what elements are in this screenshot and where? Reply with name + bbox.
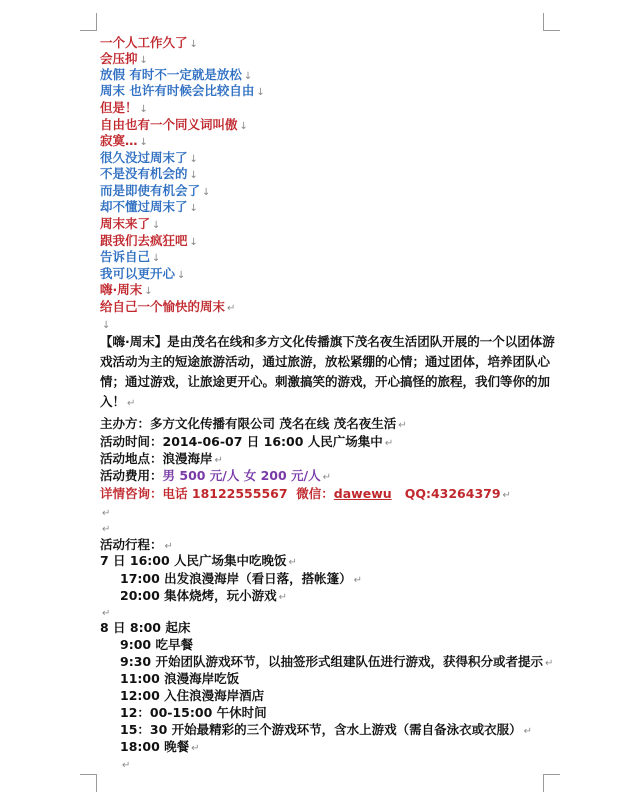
poem-line: 给自己一个愉快的周末 ↵ — [100, 299, 236, 314]
empty-line: ↵ — [102, 508, 111, 519]
poem-line: 自由也有一个同义词叫傲 ↓ — [100, 117, 248, 132]
crop-mark-bottom-right-h — [543, 774, 560, 775]
poem-line: 告诉自己 ↓ — [100, 249, 161, 264]
time-line: 活动时间：2014-06-07 日 16:00 人民广场集中 ↵ — [100, 434, 394, 449]
empty-line: ↵ — [102, 524, 111, 535]
poem-line: 很久没过周末了 ↓ — [100, 150, 198, 165]
empty-line: ↵ — [122, 760, 131, 771]
poem-line: 一个人工作久了 ↓ — [100, 35, 198, 50]
crop-mark-bottom-left-v — [96, 774, 97, 792]
poem-line: 周末来了 ↓ — [100, 216, 161, 231]
poem-line: 我可以更开心 ↓ — [100, 266, 186, 281]
poem-line: 不是没有机会的 ↓ — [100, 166, 198, 181]
schedule-item: 18:00 晚餐 ↵ — [120, 739, 200, 754]
crop-mark-top-left-h — [80, 30, 97, 31]
intro-paragraph: 【嗨·周末】是由茂名在线和多方文化传播旗下茂名夜生活团队开展的一个以团体游戏活动为主的短途旅游活动，通过旅游，放松紧绷的心情；通过团体，培养团队心情；通过游戏，让旅途更开心。刺激搞笑的游戏，开心搞怪的旅程，我们等你的加入！ ↵ — [100, 334, 555, 409]
schedule-item: 11:00 浪漫海岸吃饭 — [120, 671, 240, 686]
schedule-item: 8 日 8:00 起床 — [100, 620, 191, 635]
poem-line: 嗨·周末 ↓ — [100, 282, 153, 297]
wechat-link[interactable]: dawewu — [333, 486, 392, 501]
fee-value: 男 500 元/人 女 200 元/人 — [162, 468, 321, 483]
poem-line: 放假 有时不一定就是放松 ↓ — [100, 67, 253, 82]
crop-mark-top-right-h — [543, 30, 560, 31]
organizer-line: 主办方：多方文化传播有限公司 茂名在线 茂名夜生活 ↵ — [100, 416, 407, 431]
schedule-item: 20:00 集体烧烤，玩小游戏 ↵ — [120, 588, 288, 603]
place-line: 活动地点：浪漫海岸 ↵ — [100, 451, 223, 466]
schedule-item: 17:00 出发浪漫海岸（看日落，搭帐篷） ↵ — [120, 571, 363, 586]
schedule-item: 9:00 吃早餐 — [120, 637, 193, 652]
crop-mark-bottom-right-v — [543, 774, 544, 792]
crop-mark-top-right-v — [543, 13, 544, 31]
schedule-item: 9:30 开始团队游戏环节，以抽签形式组建队伍进行游戏，获得积分或者提示 ↵ — [120, 654, 554, 669]
empty-line: ↓ — [102, 320, 111, 331]
poem-line: 寂寞… ↓ — [100, 133, 148, 148]
contact-line: 详情咨询：电话 18122555567 微信：dawewu QQ:43264379 ↵ — [100, 486, 511, 501]
crop-mark-bottom-left-h — [80, 774, 97, 775]
schedule-item: 12：00-15:00 午休时间 — [120, 705, 267, 720]
schedule-item: 12:00 入住浪漫海岸酒店 — [120, 688, 265, 703]
crop-mark-top-left-v — [96, 13, 97, 31]
poem-line: 会压抑 ↓ — [100, 51, 148, 66]
poem-line: 但是！ ↓ — [100, 100, 148, 115]
poem-line: 跟我们去疯狂吧 ↓ — [100, 233, 198, 248]
schedule-item: 7 日 16:00 人民广场集中吃晚饭 ↵ — [100, 553, 297, 568]
poem-line: 却不懂过周末了 ↓ — [100, 199, 198, 214]
schedule-item: 15：30 开始最精彩的三个游戏环节，含水上游戏（需自备泳衣或衣服） ↵ — [120, 722, 533, 737]
fee-line: 活动费用：男 500 元/人 女 200 元/人 ↵ — [100, 468, 331, 483]
poem-line: 而是即使有机会了 ↓ — [100, 183, 211, 198]
schedule-title: 活动行程： ↵ — [100, 537, 173, 552]
empty-line: ↵ — [102, 608, 111, 619]
poem-line: 周末 也许有时候会比较自由 ↓ — [100, 83, 265, 98]
